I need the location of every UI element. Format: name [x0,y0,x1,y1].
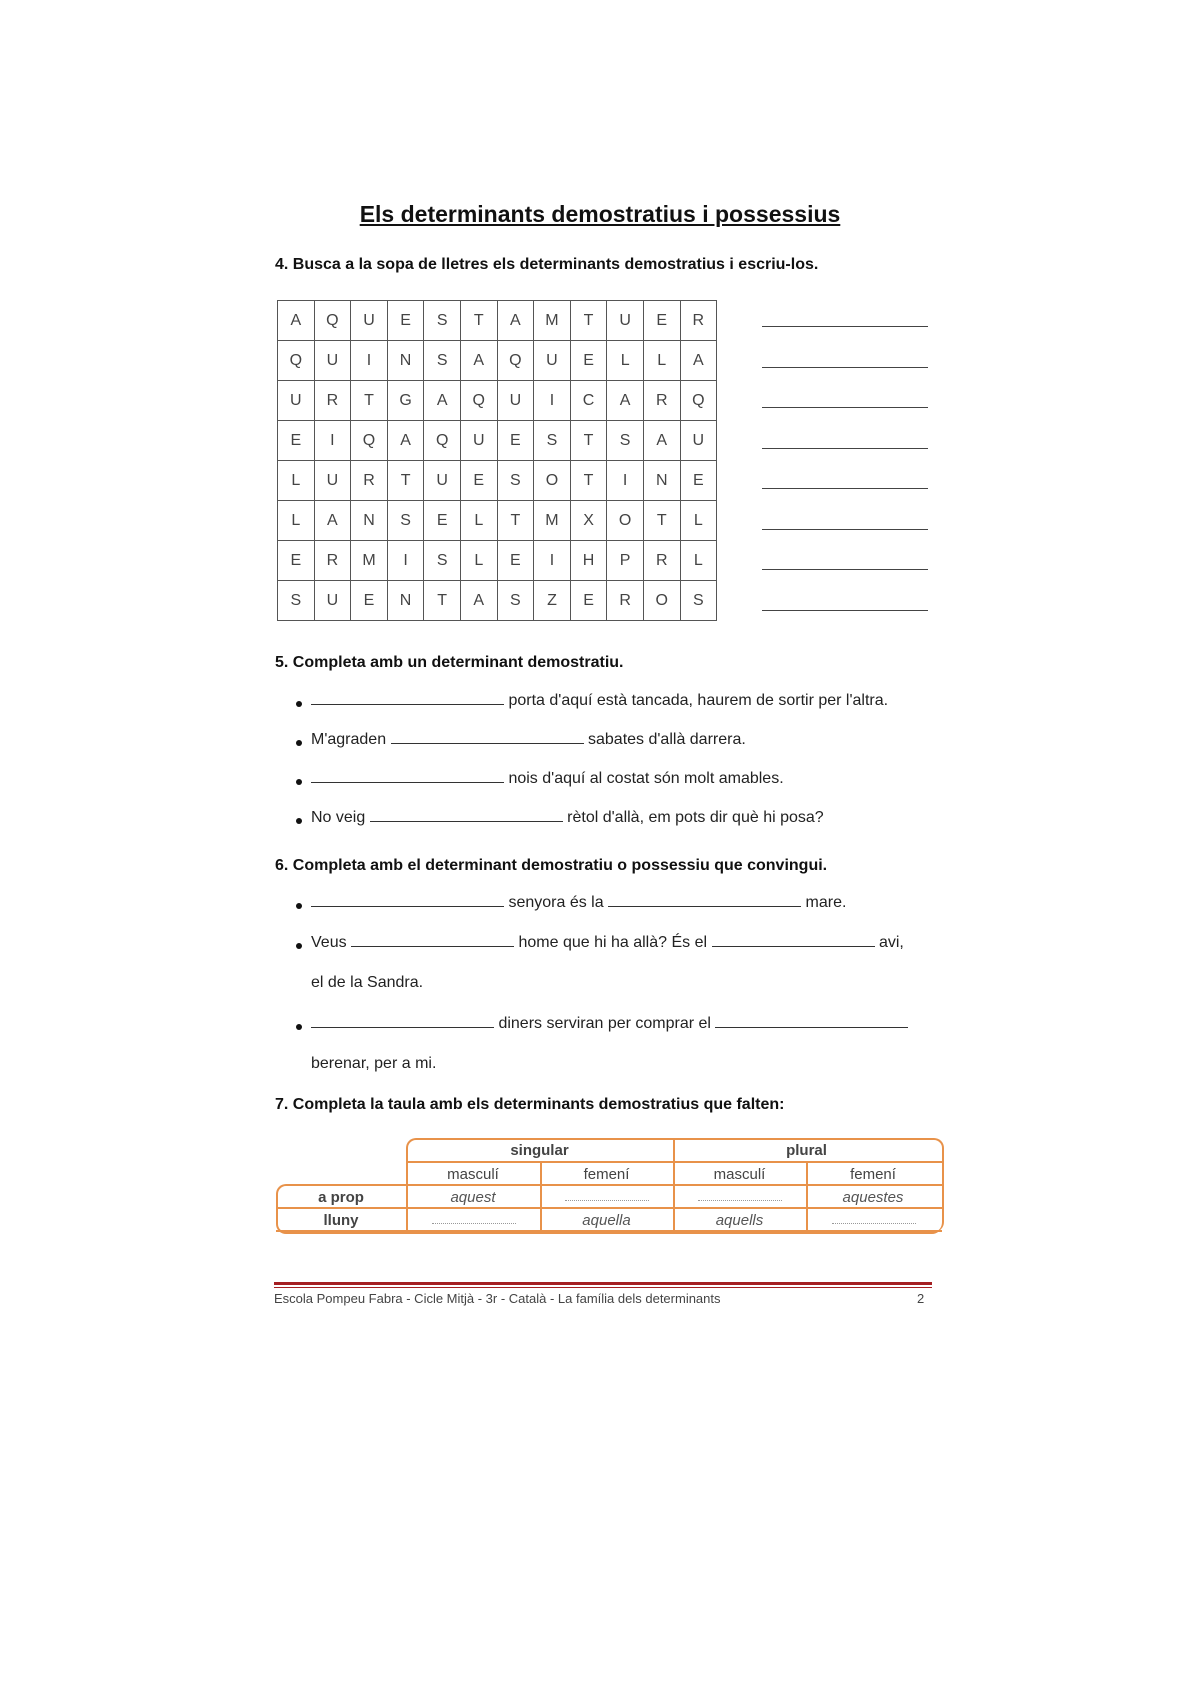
grid-letter[interactable]: U [497,381,534,421]
grid-letter[interactable]: H [570,541,607,581]
exercise-5-heading: 5. Completa amb un determinant demostratiu. [275,654,624,671]
bullet [296,740,302,746]
grid-row [278,541,717,581]
grid-letter[interactable]: P [607,541,644,581]
answer-line[interactable] [762,407,928,408]
grid-letter[interactable]: R [351,461,388,501]
blank-field[interactable] [712,934,875,947]
blank-field[interactable] [311,894,504,907]
grid-letter[interactable]: L [680,541,717,581]
grid-letter[interactable]: U [351,301,388,341]
grid-letter[interactable]: Q [424,421,461,461]
footer-rule [274,1287,932,1288]
grid-letter[interactable]: Z [534,581,571,621]
grid-letter[interactable]: U [534,341,571,381]
exercise-6-heading: 6. Completa amb el determinant demostratiu o possessiu que convingui. [275,857,828,874]
ex6-item-1-end: mare. [801,894,847,911]
grid-letter[interactable]: A [387,421,424,461]
grid-letter[interactable]: E [497,541,534,581]
row-label-near: a prop [318,1189,364,1206]
grid-letter[interactable]: U [314,581,351,621]
grid-letter[interactable]: L [460,501,497,541]
grid-letter[interactable]: M [534,301,571,341]
grid-letter[interactable]: E [387,301,424,341]
blank-field[interactable] [715,1015,908,1028]
ex6-item-2-prefix: Veus [311,934,352,951]
grid-letter[interactable]: O [643,581,680,621]
grid-letter[interactable]: S [680,581,717,621]
grid-letter[interactable]: I [387,541,424,581]
grid-letter[interactable]: M [534,501,571,541]
cell-near-plural-feminine: aquestes [842,1189,904,1206]
ex6-item-1 [311,894,846,912]
ex6-item-1-text: senyora és la [504,894,609,911]
grid-row [278,381,717,421]
col-singular-feminine: femení [583,1166,630,1183]
ex5-item-3-text: nois d'aquí al costat són molt amables. [504,770,784,787]
grid-letter[interactable]: E [570,581,607,621]
grid-letter[interactable]: R [680,301,717,341]
grid-letter[interactable]: L [278,461,315,501]
grid-letter[interactable]: T [351,381,388,421]
ex5-item-4 [311,809,824,827]
grid-letter[interactable]: S [387,501,424,541]
answer-line[interactable] [762,569,928,570]
cell-far-singular-feminine: aquella [582,1212,631,1229]
grid-letter[interactable]: N [387,581,424,621]
cell-far-singular-masculine-blank[interactable] [432,1223,516,1224]
ex6-item-3-continuation: berenar, per a mi. [311,1055,437,1072]
grid-row [278,421,717,461]
grid-letter[interactable]: Q [460,381,497,421]
grid-row [278,501,717,541]
grid-letter[interactable]: O [607,501,644,541]
bullet [296,1024,302,1030]
cell-near-plural-masculine-blank[interactable] [698,1200,782,1201]
ex6-item-2-text: home que hi ha allà? És el [514,934,712,951]
grid-letter[interactable]: M [351,541,388,581]
grid-letter[interactable]: E [570,341,607,381]
exercise-7-heading: 7. Completa la taula amb els determinants demostratius que falten: [275,1096,785,1113]
col-plural-masculine: masculí [713,1166,766,1183]
grid-letter[interactable]: Q [351,421,388,461]
grid-letter[interactable]: I [607,461,644,501]
cell-far-plural-feminine-blank[interactable] [832,1223,916,1224]
grid-letter[interactable]: A [607,381,644,421]
cell-near-singular-feminine-blank[interactable] [565,1200,649,1201]
footer-rule [274,1282,932,1285]
grid-letter[interactable]: T [387,461,424,501]
grid-letter[interactable]: S [497,461,534,501]
blank-field[interactable] [311,692,504,705]
cell-near-singular-masculine: aquest [450,1189,496,1206]
grid-letter[interactable]: N [387,341,424,381]
grid-letter[interactable]: S [424,301,461,341]
grid-letter[interactable]: I [534,381,571,421]
blank-field[interactable] [370,809,563,822]
grid-letter[interactable]: Q [314,301,351,341]
grid-letter[interactable]: N [351,501,388,541]
grid-letter[interactable]: T [643,501,680,541]
page-number: 2 [917,1291,925,1306]
ex6-item-3-text: diners serviran per comprar el [494,1015,716,1032]
blank-field[interactable] [391,731,584,744]
word-search-grid [277,300,717,621]
ex5-item-2-prefix: M'agraden [311,731,391,748]
grid-letter[interactable]: G [387,381,424,421]
grid-letter[interactable]: S [497,581,534,621]
grid-letter[interactable]: U [460,421,497,461]
grid-letter[interactable]: E [460,461,497,501]
grid-letter[interactable]: S [424,341,461,381]
grid-letter[interactable]: R [607,581,644,621]
grid-letter[interactable]: Q [497,341,534,381]
blank-field[interactable] [608,894,801,907]
grid-letter[interactable]: T [570,461,607,501]
grid-letter[interactable]: A [680,341,717,381]
grid-letter[interactable]: T [497,501,534,541]
grid-letter[interactable]: I [351,341,388,381]
grid-letter[interactable]: L [460,541,497,581]
ex6-item-2-continuation: el de la Sandra. [311,974,424,991]
answer-line[interactable] [762,529,928,530]
grid-letter[interactable]: U [314,341,351,381]
grid-letter[interactable]: N [643,461,680,501]
grid-letter[interactable]: A [460,341,497,381]
grid-letter[interactable]: R [314,381,351,421]
answer-line[interactable] [762,488,928,489]
ex5-item-4-prefix: No veig [311,809,370,826]
col-plural-feminine: femení [850,1166,896,1183]
grid-letter[interactable]: S [424,541,461,581]
grid-letter[interactable]: R [643,381,680,421]
ex5-item-4-text: rètol d'allà, em pots dir què hi posa? [562,809,824,826]
grid-letter[interactable]: U [278,381,315,421]
bullet [296,779,302,785]
blank-field[interactable] [311,1015,494,1028]
grid-letter[interactable]: X [570,501,607,541]
grid-letter[interactable]: S [278,581,315,621]
header-plural: plural [786,1142,827,1159]
ex5-item-2 [311,731,746,749]
header-singular: singular [510,1142,569,1159]
ex5-item-1 [311,692,888,710]
grid-letter[interactable]: S [534,421,571,461]
grid-letter[interactable]: S [607,421,644,461]
grid-letter[interactable]: Q [680,381,717,421]
ex5-item-2-text: sabates d'allà darrera. [583,731,746,748]
answer-line[interactable] [762,326,928,327]
grid-letter[interactable]: T [570,301,607,341]
col-singular-masculine: masculí [447,1166,499,1183]
grid-letter[interactable]: E [497,421,534,461]
grid-letter[interactable]: L [278,501,315,541]
row-label-far: lluny [323,1212,359,1229]
exercise-4-heading: 4. Busca a la sopa de lletres els determinants demostratius i escriu-los. [275,256,819,273]
grid-letter[interactable]: I [314,421,351,461]
ex6-item-3 [311,1015,908,1033]
table-rule [276,1230,942,1232]
blank-field[interactable] [351,934,514,947]
ex5-item-1-text: porta d'aquí està tancada, haurem de sortir per l'altra. [504,692,889,709]
ex5-item-3 [311,770,784,788]
grid-letter[interactable]: L [607,341,644,381]
grid-letter[interactable]: A [643,421,680,461]
grid-letter[interactable]: Q [278,341,315,381]
blank-field[interactable] [311,770,504,783]
bullet [296,818,302,824]
grid-letter[interactable]: I [534,541,571,581]
grid-letter[interactable]: E [351,581,388,621]
grid-letter[interactable]: R [643,541,680,581]
footer-text: Escola Pompeu Fabra - Cicle Mitjà - 3r - Català - La família dels determinants [274,1291,721,1306]
grid-letter[interactable]: T [424,581,461,621]
grid-letter[interactable]: U [314,461,351,501]
grid-letter[interactable]: A [497,301,534,341]
cell-far-plural-masculine: aquells [715,1212,764,1229]
grid-letter[interactable]: A [424,381,461,421]
answer-line[interactable] [762,367,928,368]
grid-letter[interactable]: E [278,541,315,581]
grid-row [278,301,717,341]
grid-row [278,461,717,501]
grid-letter[interactable]: T [460,301,497,341]
answer-line[interactable] [762,610,928,611]
grid-row [278,341,717,381]
bullet [296,903,302,909]
answer-line[interactable] [762,448,928,449]
grid-letter[interactable]: A [278,301,315,341]
grid-letter[interactable]: R [314,541,351,581]
ex6-item-2 [311,934,904,952]
grid-letter[interactable]: A [314,501,351,541]
grid-letter[interactable]: A [460,581,497,621]
grid-row [278,581,717,621]
grid-letter[interactable]: U [680,421,717,461]
grid-letter[interactable]: L [643,341,680,381]
grid-letter[interactable]: O [534,461,571,501]
grid-letter[interactable]: T [570,421,607,461]
page-title: Els determinants demostratius i possessius [359,201,841,227]
bullet [296,701,302,707]
bullet [296,943,302,949]
grid-letter[interactable]: U [607,301,644,341]
table-rule [276,1207,942,1209]
ex6-item-2-end: avi, [874,934,904,951]
grid-letter[interactable]: E [278,421,315,461]
grid-letter[interactable]: E [643,301,680,341]
grid-letter[interactable]: E [424,501,461,541]
grid-letter[interactable]: U [424,461,461,501]
grid-letter[interactable]: E [680,461,717,501]
grid-letter[interactable]: C [570,381,607,421]
grid-letter[interactable]: L [680,501,717,541]
